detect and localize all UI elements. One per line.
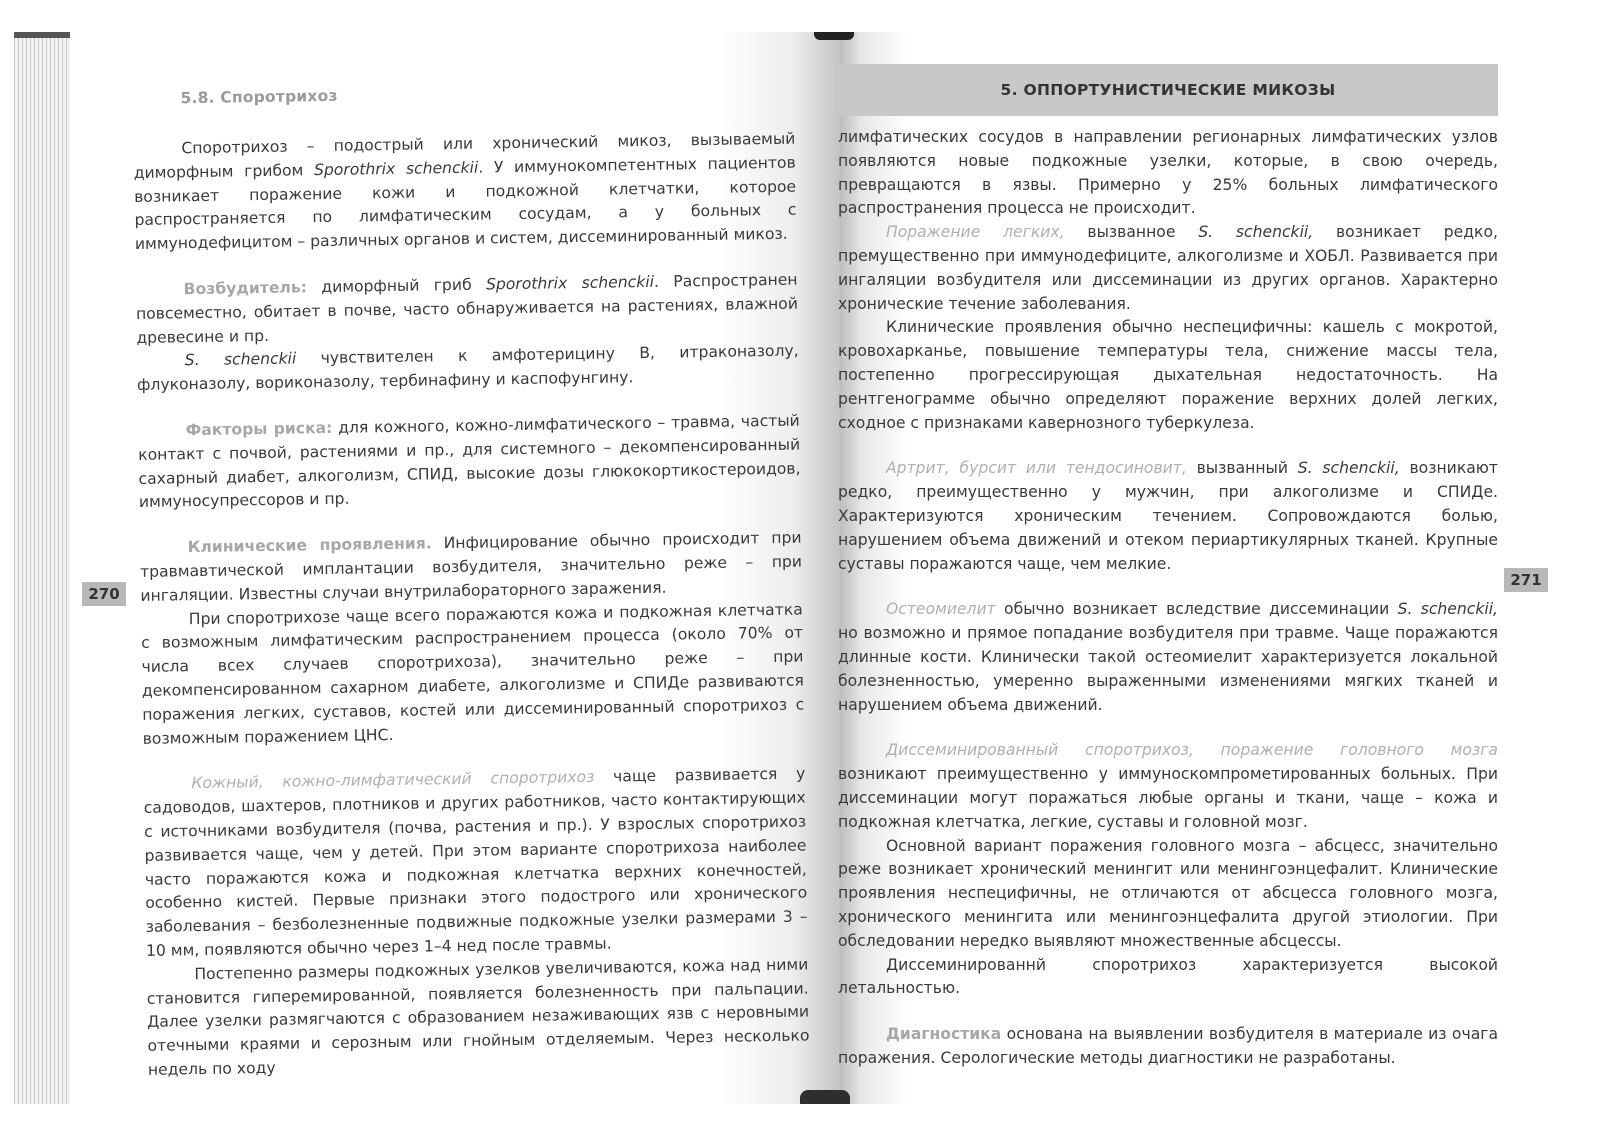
- page-number-left: 270: [82, 582, 126, 606]
- disseminated-paragraph-2: Основной вариант поражения головного мозга – абсцесс, значительно реже возникает хронический менингит или менингоэнцефалит. Клинические проявления неспецифичны, не отличаются от абсцесса головного мозга, хронического менингита или менингоэнцефалита другой этиологии. При обследовании нередко выявляют множественные абсцессы.: [838, 836, 1498, 950]
- intro-paragraph: Споротрихоз – подострый или хронический микоз, вызываемый диморфным грибом Sporothrix schenckii. У иммунокомпетентных пациентов возникает поражение кожи и подкожной клетчатки, которое распространяется по лимфатическим сосудам, а у больных с иммунодефицитом – различных органов и систем, диссеминированный микоз.: [133, 129, 797, 254]
- osteomyelitis-paragraph: Остеомиелит обычно возникает вследствие диссеминации S. schenckii, но возможно и прямое попадание возбудителя при травме. Чаще поражаются длинные кости. Клинически такой остеомиелит характеризуется локальной болезненностью, умеренно выраженными изменениями мягких тканей и нарушением объема движений.: [838, 600, 1498, 714]
- osteomyelitis-term: Остеомиелит: [886, 600, 996, 619]
- arthritis-paragraph: Артрит, бурсит или тендосиновит, вызванный S. schenckii, возникают редко, преимущественно у мужчин, при алкоголизме и СПИДе. Характеризуются хроническим течением. Сопровождаются болью, нарушением объема движений и отеком периартикулярных тканей. Крупные суставы поражаются чаще, чем мелкие.: [838, 459, 1498, 573]
- spine-bottom: [800, 1090, 850, 1104]
- clinical-paragraph: Клинические проявления. Инфицирование обычно происходит при травмавтической имплантации возбудителя, значительно реже – при ингаляции. Известны случаи внутрилабораторного заражения.: [139, 528, 803, 605]
- diagnosis-paragraph: Диагностика основана на выявлении возбудителя в материале из очага поражения. Серологические методы диагностики не разработаны.: [838, 1025, 1498, 1067]
- lungs-paragraph-2: Клинические проявления обычно неспецифичны: кашель с мокротой, кровохарканье, повышение температуры тела, снижение массы тела, постепенно прогрессирующая дыхательная недостаточность. На рентгенограмме обычно определяют поражение верхних долей легких, сходное с признаками кавернозного туберкулеза.: [838, 318, 1498, 432]
- chapter-header: 5. ОППОРТУНИСТИЧЕСКИЕ МИКОЗЫ: [838, 64, 1498, 116]
- page-number-right: 271: [1504, 568, 1548, 592]
- cover-edge: [14, 32, 70, 38]
- disseminated-paragraph: Диссеминированный споротрихоз, поражение головного мозга возникают преимущественно у иммуноскомпрометированных больных. При диссеминации могут поражаться любые органы и ткани, чаще – кожа и подкожная клетчатка, легкие, суставы и головной мозг.: [838, 741, 1498, 831]
- diagnosis-term: Диагностика: [886, 1025, 1002, 1044]
- left-page-text: [132, 50, 810, 1083]
- arthritis-term: Артрит, бурсит или тендосиновит,: [886, 459, 1187, 478]
- pathogen-paragraph: Возбудитель: диморфный гриб Sporothrix schenckii. Распространен повсеместно, обитает в почве, часто обнаруживается на растениях, влажной древесине и пр.: [135, 270, 799, 347]
- clinical-paragraph-2: При споротрихозе чаще всего поражаются кожа и подкожная клетчатка с возможным лимфатическим распространением процесса (около 70% от числа всех случаев споротрихоза), значительно реже – при декомпенсированном сахарном диабете, алкоголизме и СПИДе развиваются поражения легких, суставов, костей или диссеминированный споротрихоз с возможным поражением ЦНС.: [141, 600, 805, 748]
- page-edges: [14, 32, 71, 1104]
- lungs-term: Поражение легких,: [886, 223, 1065, 242]
- continuation-paragraph: лимфатических сосудов в направлении регионарных лимфатических узлов появляются новые подкожные узелки, которые, в свою очередь, превращаются в язвы. Примерно у 25% больных лимфатического распространения процесса не происходит.: [838, 128, 1498, 218]
- disseminated-term: Диссеминированный споротрихоз, поражение головного мозга: [886, 741, 1498, 760]
- risk-term: Факторы риска:: [185, 418, 333, 440]
- right-page-text: [838, 126, 1498, 1071]
- skin-term: Кожный, кожно-лимфатический споротрихоз: [191, 768, 595, 793]
- clinical-term: Клинические проявления.: [187, 534, 432, 557]
- risk-paragraph: Факторы риска: для кожного, кожно-лимфатического – травма, частый контакт с почвой, растениями и пр., для системного – декомпенсированный сахарный диабет, алкоголизм, СПИД, высокие дозы глюкокортикостероидов, иммуносупрессоров и пр.: [138, 411, 801, 512]
- section-title: 5.8. Споротрихоз: [180, 86, 338, 108]
- skin-paragraph-2: Постепенно размеры подкожных узелков увеличиваются, кожа над ними становится гиперемированной, появляется болезненность при пальпации. Далее узелки размягчаются с образованием незаживающих язв с неровными отечными краями и серозным или гнойным отделяемым. Через несколько недель по ходу: [146, 955, 810, 1079]
- lungs-paragraph: Поражение легких, вызванное S. schenckii, возникает редко, премущественно при иммунодефиците, алкоголизме и ХОБЛ. Развивается при ингаляции возбудителя или диссеминации из других органов. Характерно хронические течение заболевания.: [838, 223, 1498, 313]
- pathogen-term: Возбудитель:: [183, 278, 308, 299]
- skin-paragraph: Кожный, кожно-лимфатический споротрихоз чаще развивается у садоводов, шахтеров, плотников и других работников, часто контактирующих с источниками возбудителя (почва, растения и пр.). У взрослых споротрихоз развивается чаще, чем у детей. При этом варианте споротрихоза наиболее часто поражаются кожа и подкожная клетчатка верхних конечностей, особенно кистей. Первые признаки этого подострого или хронического заболевания – безболезненные подвижные подкожные узелки размерами 3 – 10 мм, появляются обычно через 1–4 нед после травмы.: [143, 764, 808, 960]
- disseminated-paragraph-3: Диссеминированнй споротрихоз характеризуется высокой летальностью.: [838, 955, 1498, 998]
- spine-top: [814, 32, 854, 40]
- sensitivity-paragraph: S. schenckii чувствителен к амфотерицину В, итраконазолу, флуконазолу, вориконазолу, тербинафину и каспофунгину.: [136, 341, 799, 395]
